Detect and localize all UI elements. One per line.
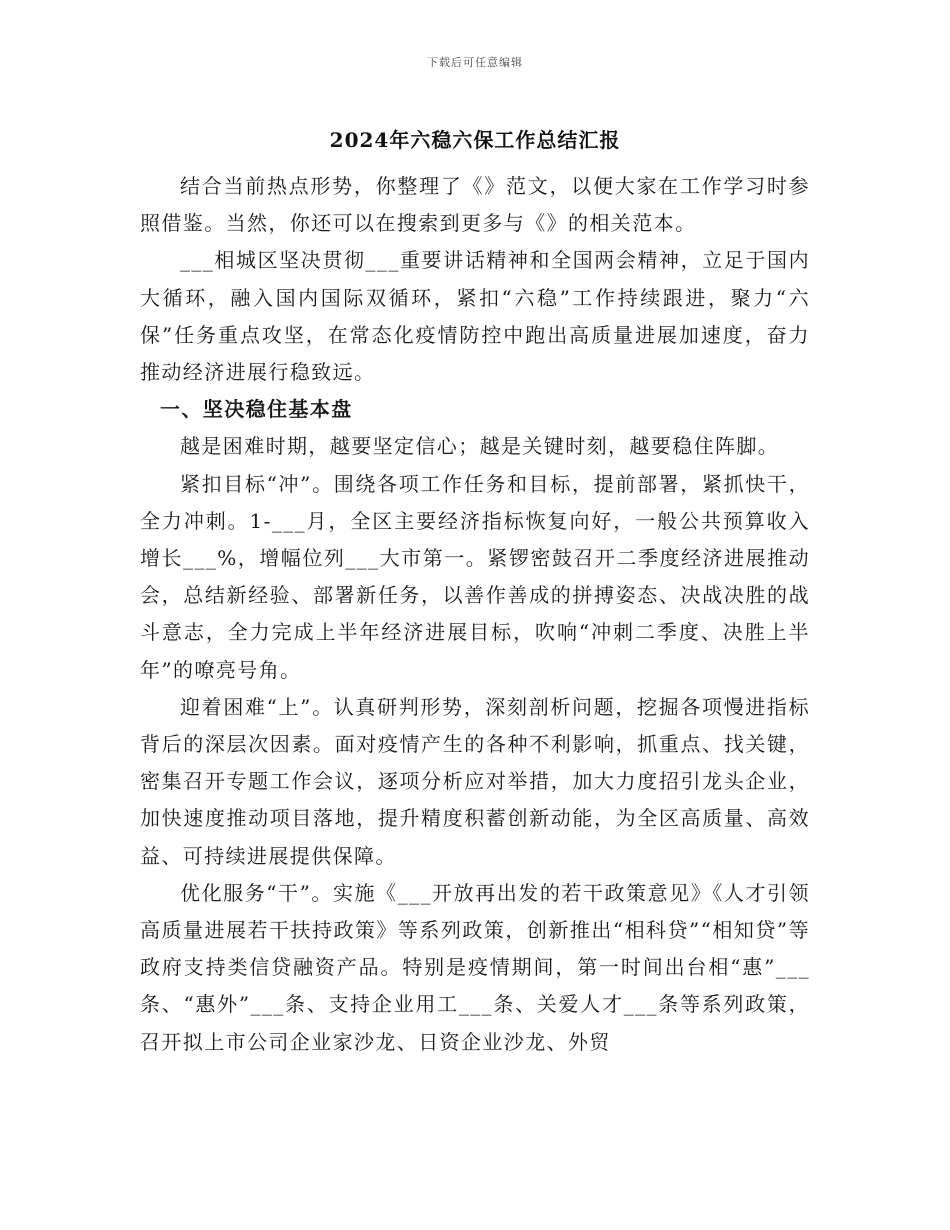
document-title: 2024年六稳六保工作总结汇报	[329, 128, 621, 152]
header-note: 下载后可任意编辑	[427, 56, 523, 69]
document-body	[140, 168, 810, 1061]
section-heading: 一、坚决稳住基本盘	[160, 397, 353, 422]
section-paragraph: 越是困难时期，越要坚定信心；越是关键时刻，越要稳住阵脚。	[180, 434, 780, 459]
section-paragraph: 紧扣目标“冲”。围绕各项工作任务和目标，提前部署，紧抓快干，全力冲刺。1-___月，全区主要经济指标恢复向好，一般公共预算收入增长___%，增幅位列___大市第一。紧锣密鼓召开二季度经济进展推动会，总结新经验、部署新任务，以善作善成的拼搏姿态、决战决胜的战斗意志，全力完成上半年经济进展目标，吹响“冲刺二季度、决胜上半年”的嘹亮号角。	[140, 471, 810, 682]
overview-paragraph: ___相城区坚决贯彻___重要讲话精神和全国两会精神，立足于国内大循环，融入国内国际双循环，紧扣“六稳”工作持续跟进，聚力“六保”任务重点攻坚，在常态化疫情防控中跑出高质量进展加速度，奋力推动经济进展行稳致远。	[140, 248, 810, 385]
section-paragraph: 迎着困难“上”。认真研判形势，深刻剖析问题，挖掘各项慢进指标背后的深层次因素。面对疫情产生的各种不利影响，抓重点、找关键，密集召开专题工作会议，逐项分析应对举措，加大力度招引龙头企业，加快速度推动项目落地，提升精度积蓄创新动能，为全区高质量、高效益、可持续进展提供保障。	[140, 694, 810, 868]
section-paragraph: 优化服务“干”。实施《___开放再出发的若干政策意见》《人才引领高质量进展若干扶持政策》等系列政策，创新推出“相科贷”“相知贷”等政府支持类信贷融资产品。特别是疫情期间，第一时间出台相“惠”___条、“惠外”___条、支持企业用工___条、关爱人才___条等系列政策，召开拟上市公司企业家沙龙、日资企业沙龙、外贸	[140, 880, 810, 1054]
intro-paragraph: 结合当前热点形势，你整理了《》范文，以便大家在工作学习时参照借鉴。当然，你还可以在搜索到更多与《》的相关范本。	[140, 174, 810, 236]
